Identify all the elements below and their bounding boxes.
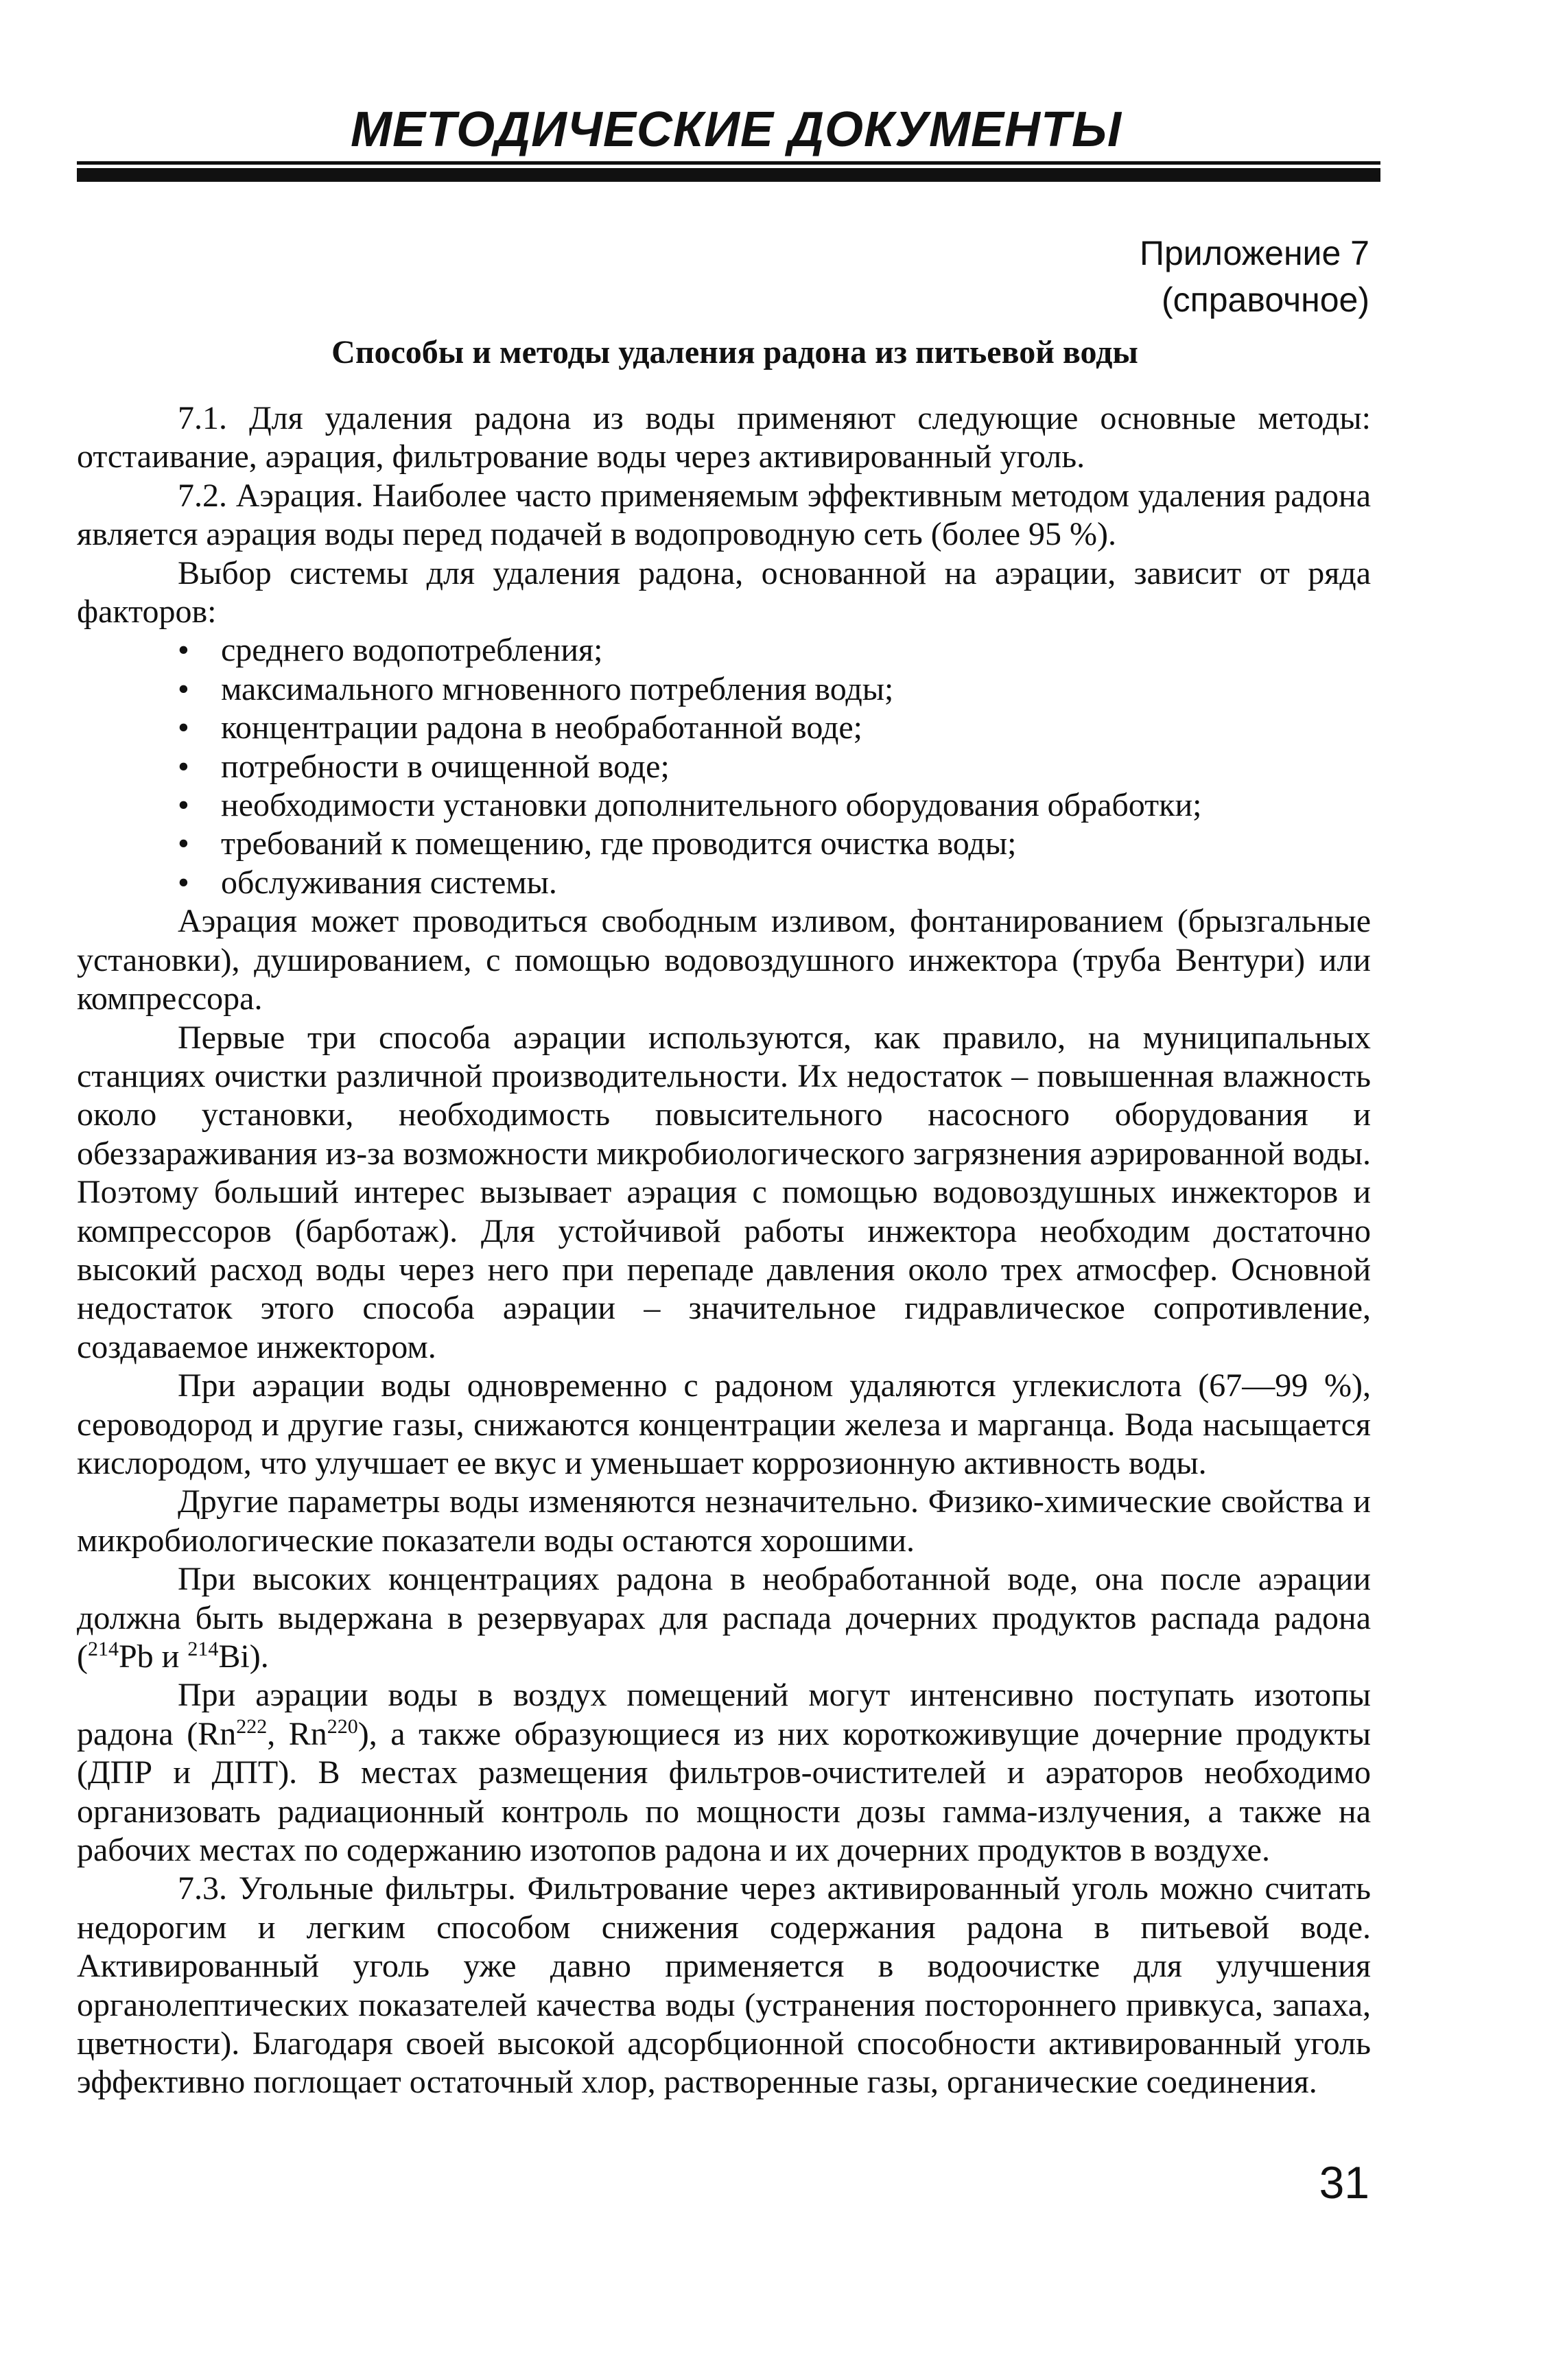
list-item: • требований к помещению, где проводится очистка воды; <box>77 825 1371 863</box>
paragraph-aeration-methods: Аэрация может проводиться свободным изливом, фонтанированием (брызгальные установки), душированием, с помощью водовоздушного инжектора (труба Вентури) или компрессора. <box>77 903 1371 1017</box>
appendix-label <box>1140 230 1369 323</box>
appendix-number: Приложение 7 <box>1140 234 1369 272</box>
list-item: • среднего водопотребления; <box>77 631 1371 670</box>
paragraph-factors-intro: Выбор системы для удаления радона, основанной на аэрации, зависит от ряда факторов: <box>77 554 1371 631</box>
paragraph-high-concentration: При высоких концентрациях радона в необработанной воде, она после аэрации должна быть выдержана в резервуарах для распада дочерних продуктов распада радона ($^{214}$Pb и $^{214}$Bi). <box>77 1561 1371 1675</box>
bullet-icon: • <box>178 864 189 901</box>
bullet-icon: • <box>178 748 189 785</box>
paragraph-co-removal: При аэрации воды одновременно с радоном удаляются углекислота (67—99 %), сероводород и другие газы, снижаются концентрации железа и марганца. Вода насыщается кислородом, что улучшает ее вкус и уменьшает коррозионную активность воды. <box>77 1367 1371 1481</box>
bullet-icon: • <box>178 709 189 746</box>
paragraph-other-parameters: Другие параметры воды изменяются незначительно. Физико-химические свойства и микробиологические показатели воды остаются хорошими. <box>77 1483 1371 1559</box>
paragraph-7-3: 7.3. Угольные фильтры. Фильтрование через активированный уголь можно считать недорогим и легким способом снижения содержания радона в питьевой воде. Активированный уголь уже давно применяется в водоочистке для улучшения органолептических показателей качества воды (устранения постороннего привкуса, запаха, цветности). Благодаря своей высокой адсорбционной способности активированный уголь эффективно поглощает остаточный хлор, растворенные газы, органические соединения. <box>77 1870 1371 2101</box>
page-number: 31 <box>1319 2157 1369 2208</box>
list-item: • максимального мгновенного потребления воды; <box>77 670 1371 709</box>
paragraph-7-1: 7.1. Для удаления радона из воды применяют следующие основные методы: отстаивание, аэрация, фильтрование воды через активированный уголь. <box>77 400 1371 475</box>
paragraph-7-2: 7.2. Аэрация. Наиболее часто применяемым эффективным методом удаления радона является аэрация воды перед подачей в водопроводную сеть (более 95 %). <box>77 477 1371 553</box>
bullet-icon: • <box>178 632 189 669</box>
factors-list <box>77 631 1371 902</box>
list-item: • концентрации радона в необработанной воде; <box>77 709 1371 747</box>
header-rule-thick <box>77 168 1380 182</box>
bullet-icon: • <box>178 787 189 824</box>
paragraph-first-three-methods: Первые три способа аэрации используются, как правило, на муниципальных станциях очистки различной производительности. Их недостаток – повышенная влажность около установки, необходимость повысительного насосного оборудования и обеззараживания из-за возможности микробиологического загрязнения аэрированной воды. Поэтому больший интерес вызывает аэрация с помощью водовоздушных инжекторов и компрессоров (барботаж). Для устойчивой работы инжектора необходим достаточно высокий расход воды через него при перепаде давления около трех атмосфер. Основной недостаток этого способа аэрации – значительное гидравлическое сопротивление, создаваемое инжектором. <box>77 1019 1371 1365</box>
list-item: • потребности в очищенной воде; <box>77 748 1371 786</box>
bullet-icon: • <box>178 670 189 707</box>
running-header-title: МЕТОДИЧЕСКИЕ ДОКУМЕНТЫ <box>351 102 1122 157</box>
header-rule-thin <box>77 161 1380 165</box>
section-title: Способы и методы удаления радона из питьевой воды <box>331 334 1138 370</box>
bullet-icon: • <box>178 825 189 862</box>
list-item: • необходимости установки дополнительного оборудования обработки; <box>77 786 1371 825</box>
paragraph-air-isotopes: При аэрации воды в воздух помещений могут интенсивно поступать изотопы радона (Rn$^{222}$, Rn$^{220}$), а также образующиеся из них короткоживущие дочерние продукты (ДПР и ДПТ). В местах размещения фильтров-очистителей и аэраторов необходимо организовать радиационный контроль по мощности дозы гамма-излучения, а также на рабочих местах по содержанию изотопов радона и их дочерних продуктов в воздухе. <box>77 1677 1372 1869</box>
body-text <box>77 399 1371 2102</box>
appendix-type: (справочное) <box>1162 281 1369 319</box>
list-item: • обслуживания системы. <box>77 864 1371 902</box>
